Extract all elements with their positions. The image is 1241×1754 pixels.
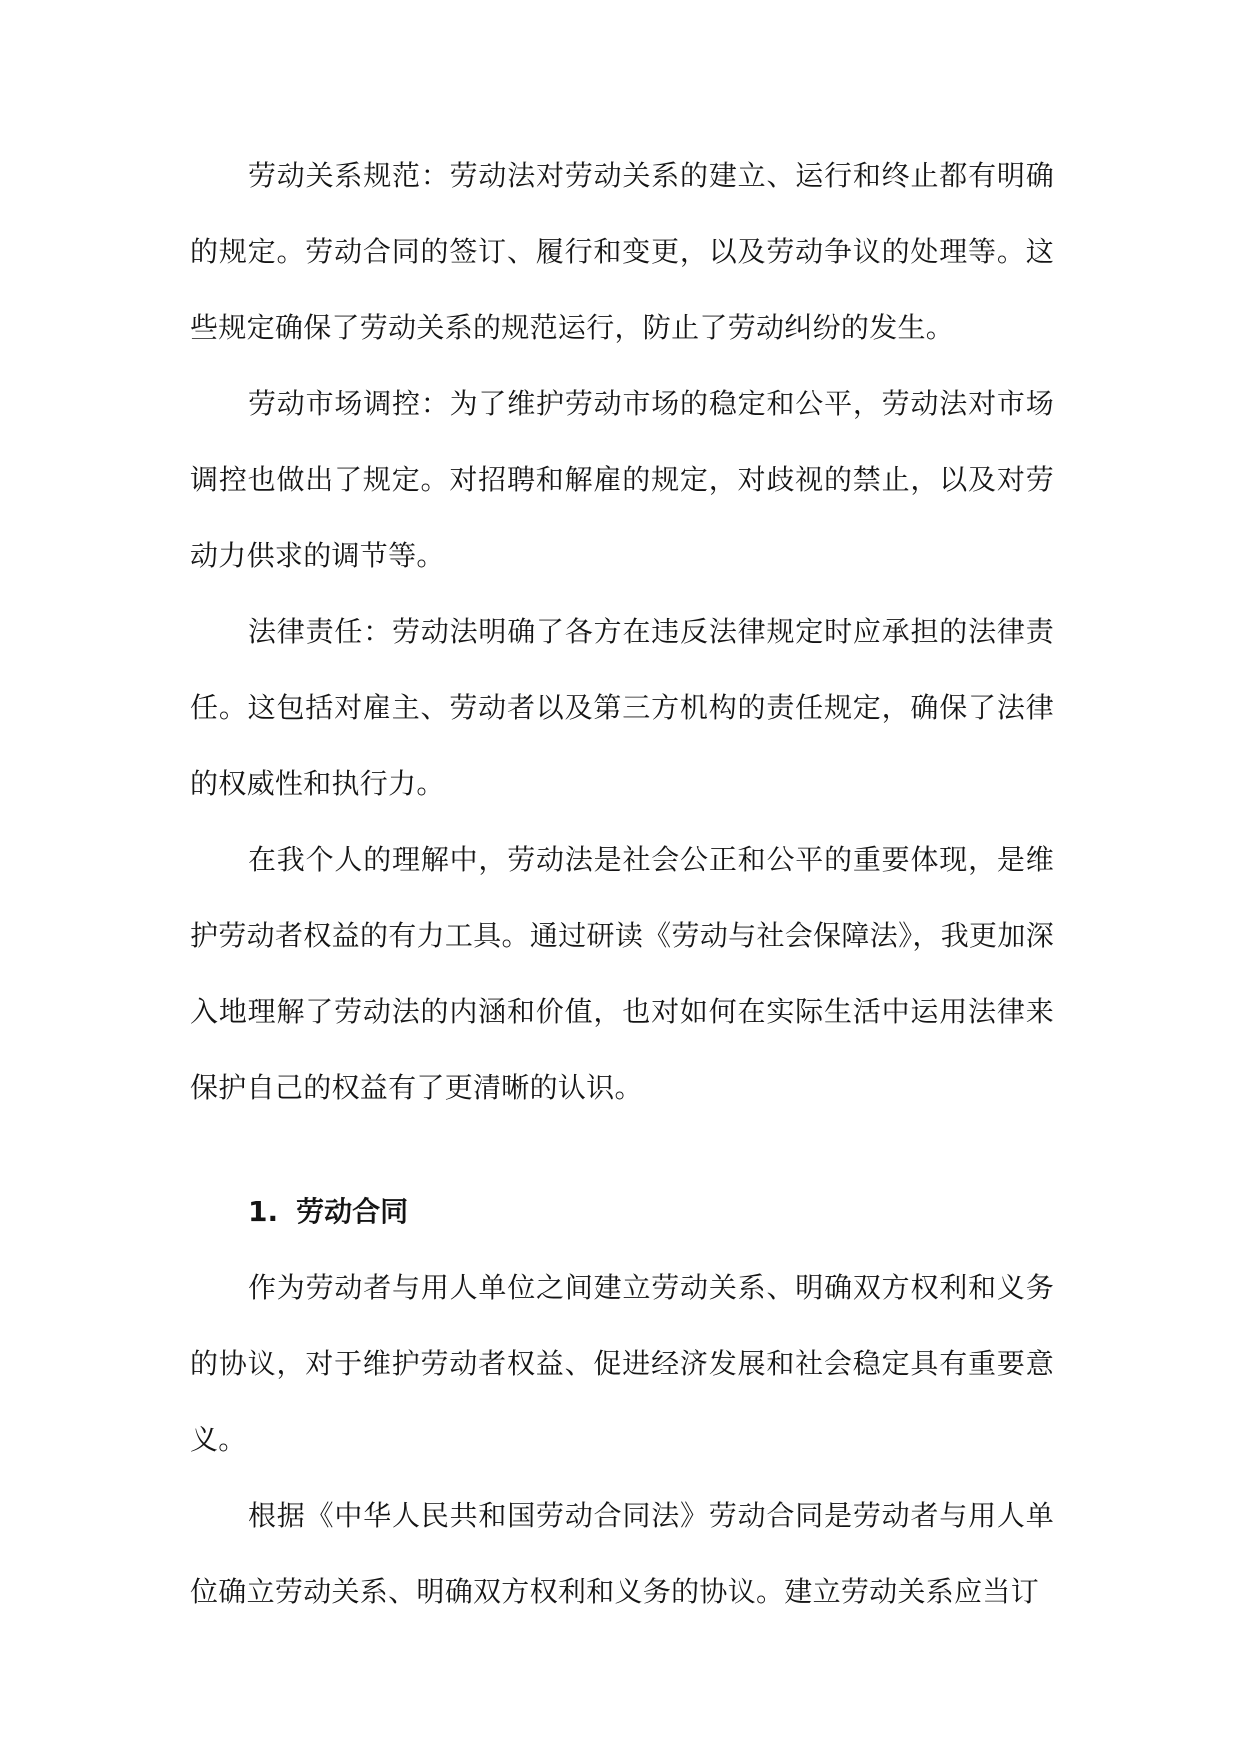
paragraph-labor-relations: 劳动关系规范：劳动法对劳动关系的建立、运行和终止都有明确的规定。劳动合同的签订、履行和变更，以及劳动争议的处理等。这些规定确保了劳动关系的规范运行，防止了劳动纠纷的发生。 xyxy=(190,159,1054,344)
section-heading-labor-contract xyxy=(190,1174,1054,1250)
paragraph-legal-liability: 法律责任：劳动法明确了各方在违反法律规定时应承担的法律责任。这包括对雇主、劳动者以及第三方机构的责任规定，确保了法律的权威性和执行力。 xyxy=(190,615,1054,800)
section-title: 劳动合同 xyxy=(296,1195,409,1228)
paragraph-contract-law: 根据《中华人民共和国劳动合同法》劳动合同是劳动者与用人单位确立劳动关系、明确双方权利和义务的协议。建立劳动关系应当订 xyxy=(190,1499,1054,1608)
section-number: 1. xyxy=(248,1195,279,1228)
document-body xyxy=(190,138,1054,1630)
paragraph-personal-understanding: 在我个人的理解中，劳动法是社会公正和公平的重要体现，是维护劳动者权益的有力工具。通过研读《劳动与社会保障法》，我更加深入地理解了劳动法的内涵和价值，也对如何在实际生活中运用法律来保护自己的权益有了更清晰的认识。 xyxy=(190,843,1054,1104)
paragraph-contract-definition: 作为劳动者与用人单位之间建立劳动关系、明确双方权利和义务的协议，对于维护劳动者权益、促进经济发展和社会稳定具有重要意义。 xyxy=(190,1271,1054,1456)
paragraph-labor-market: 劳动市场调控：为了维护劳动市场的稳定和公平，劳动法对市场调控也做出了规定。对招聘和解雇的规定，对歧视的禁止，以及对劳动力供求的调节等。 xyxy=(190,387,1054,572)
